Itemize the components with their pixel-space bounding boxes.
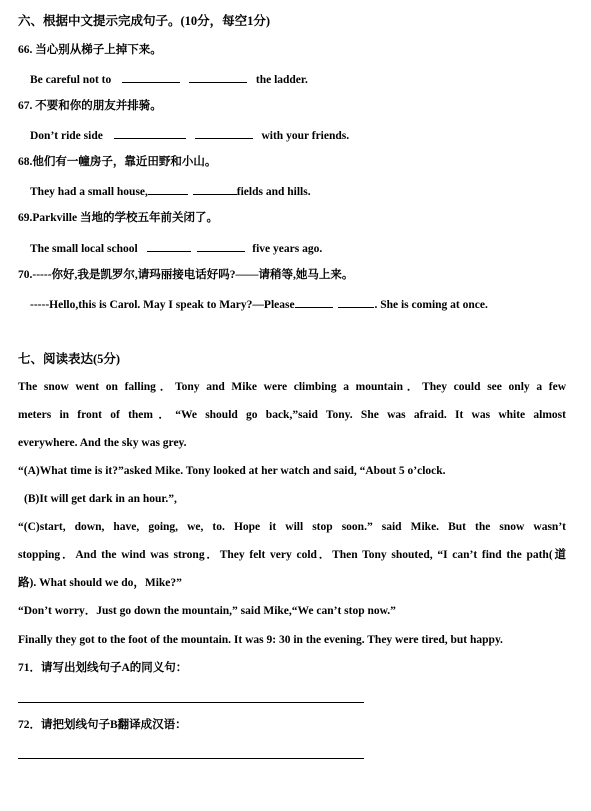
passage-line-7: stopping．And the wind was strong．They felt very cold．Then Tony shouted, “I can’t find the path(道 (18, 549, 566, 561)
q67-blank-1[interactable] (114, 127, 186, 139)
passage-line-5: (B)It will get dark in an hour.”, (24, 493, 177, 505)
q69-english (30, 240, 322, 256)
q68-text-a: They had a small house, (30, 186, 148, 198)
passage-line-6: “(C)start, down, have, going, we, to. Hope it will stop soon.” said Mike. But the snow wasn’t (18, 521, 566, 533)
q68-text-b: fields and hills. (236, 186, 311, 198)
passage-line-9: “Don’t worry．Just go down the mountain,” said Mike,“We can’t stop now.” (18, 605, 396, 617)
q69-chinese: 69.Parkville 当地的学校五年前关闭了。 (18, 212, 218, 224)
passage-line-10: Finally they got to the foot of the mountain. It was 9: 30 in the evening. They were tired, but happy. (18, 634, 503, 646)
q66-english (30, 71, 308, 87)
section7-title: 七、阅读表达(5分) (18, 352, 121, 366)
passage-line-1: The snow went on falling．Tony and Mike were climbing a mountain．They could see only a few (18, 381, 566, 393)
q70-blank-2[interactable] (338, 296, 374, 308)
passage-line-4: “(A)What time is it?”asked Mike. Tony looked at her watch and said, “About 5 o’clock. (18, 465, 446, 477)
q69-blank-1[interactable] (147, 240, 191, 252)
q67-english (30, 127, 349, 143)
q71-prompt: 71．请写出划线句子A的同义句： (18, 662, 188, 674)
section6-title: 六、根据中文提示完成句子。(10分，每空1分) (18, 14, 271, 28)
passage-line-8: 路). What should we do，Mike?” (18, 577, 182, 589)
q66-text-b: the ladder. (255, 74, 308, 86)
q66-blank-1[interactable] (122, 71, 180, 83)
q70-chinese: 70.-----你好,我是凯罗尔,请玛丽接电话好吗?——请稍等,她马上来。 (18, 269, 354, 281)
q67-chinese: 67. 不要和你的朋友并排骑。 (18, 100, 162, 112)
q67-text-b: with your friends. (261, 130, 350, 142)
q72-prompt: 72．请把划线句子B翻译成汉语： (18, 719, 187, 731)
q68-english (30, 183, 311, 199)
q68-chinese: 68.他们有一幢房子，靠近田野和小山。 (18, 156, 217, 168)
q70-blank-1[interactable] (295, 296, 333, 308)
q69-text-b: five years ago. (252, 243, 323, 255)
q70-text-a: -----Hello,this is Carol. May I speak to Mary?—Please (30, 299, 295, 311)
q71-answer-line[interactable] (18, 702, 364, 703)
q68-blank-1[interactable] (148, 183, 188, 195)
q67-text-a: Don’t ride side (30, 130, 103, 142)
q69-blank-2[interactable] (197, 240, 245, 252)
q68-blank-2[interactable] (193, 183, 237, 195)
q66-blank-2[interactable] (189, 71, 247, 83)
q66-chinese: 66. 当心别从梯子上掉下来。 (18, 44, 162, 56)
q70-text-b: . She is coming at once. (374, 299, 488, 311)
q67-blank-2[interactable] (195, 127, 253, 139)
q66-text-a: Be careful not to (30, 74, 112, 86)
q70-english (30, 296, 488, 312)
passage-line-2: meters in front of them．“We should go back,”said Tony. She was afraid. It was white almost (18, 409, 566, 421)
passage-line-3: everywhere. And the sky was grey. (18, 437, 187, 449)
q69-text-a: The small local school (30, 243, 138, 255)
q72-answer-line[interactable] (18, 758, 364, 759)
